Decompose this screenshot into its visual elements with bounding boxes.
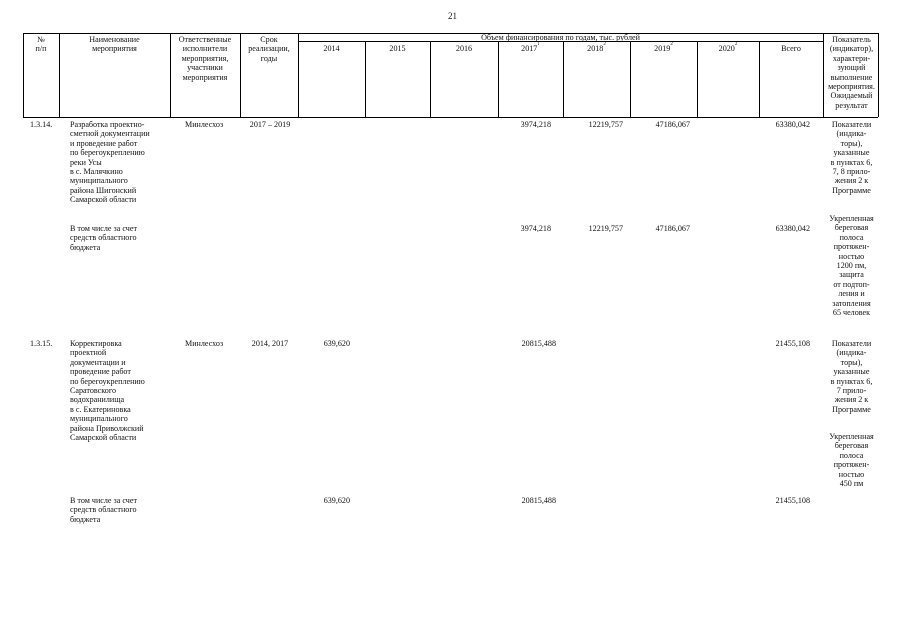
header-year-2014: 2014 <box>323 44 340 53</box>
row-1-3-14-2019: 47186,067 <box>655 120 690 129</box>
header-year-2020: 2020$^2$ <box>718 42 738 53</box>
row-1-3-14-sub-2017: 3974,218 <box>520 224 551 233</box>
row-1-3-15-2014: 639,620 <box>323 339 350 348</box>
row-1-3-15-result: Укрепленная береговая полоса протяжен- ностью 450 пм <box>829 432 874 489</box>
row-1-3-14-sub-2019: 47186,067 <box>655 224 690 233</box>
row-1-3-14-result: Укрепленная береговая полоса протяжен- ностью 1200 пм, защита от подтоп- ления и затопления 65 человек <box>829 214 874 318</box>
row-1-3-15-2017: 20815,488 <box>521 339 556 348</box>
header-funding: Объем финансирования по годам, тыс. рублей <box>481 33 640 42</box>
header-num: № п/п <box>35 35 47 54</box>
row-1-3-14-2017: 3974,218 <box>520 120 551 129</box>
row-1-3-14-num: 1.3.14. <box>30 120 53 129</box>
header-executors: Ответственные исполнители мероприятия, участники мероприятия <box>178 35 232 82</box>
row-1-3-14-sub-total: 63380,042 <box>775 224 810 233</box>
header-year-2019: 2019$^2$ <box>654 42 673 53</box>
row-1-3-15-indicator: Показатели (индика- торы), указанные в пунктах 6, 7 прило- жения 2 к Программе <box>830 339 873 414</box>
header-term: Срок реализации, годы <box>248 35 290 63</box>
row-1-3-14-sub-label: В том числе за счет средств областного бюджета <box>70 224 137 252</box>
row-1-3-14-indicator: Показатели (индика- торы), указанные в пунктах 6, 7, 8 прило- жения 2 к Программе <box>830 120 873 195</box>
header-indicator: Показатель (индикатор), характери- зующий выполнение мероприятия. Ожидаемый результат <box>828 35 875 110</box>
row-1-3-14-total: 63380,042 <box>775 120 810 129</box>
row-1-3-15-sub-2014: 639,620 <box>323 496 350 505</box>
header-total: Всего <box>781 44 801 53</box>
header-year-2015: 2015 <box>389 44 406 53</box>
row-1-3-15-total: 21455,108 <box>775 339 810 348</box>
row-1-3-15-sub-total: 21455,108 <box>775 496 810 505</box>
row-1-3-15-name: Корректировка проектной документации и проведение работ по берегоукреплению Саратовского водохранилища в с. Екатериновка муниципального района Приволжский Самарской области <box>70 339 145 443</box>
header-year-2018: 2018$^2$ <box>587 42 606 53</box>
row-1-3-14-sub-2018: 12219,757 <box>588 224 623 233</box>
header-year-2016: 2016 <box>455 44 473 53</box>
row-1-3-14-name: Разработка проектно- сметной документации и проведение работ по берегоукреплению реки Усы в с. Малячкино муниципального района Шигонский Самарской области <box>70 120 150 205</box>
row-1-3-14-executor: Минлесхоз <box>185 120 224 129</box>
row-1-3-15-sub-label: В том числе за счет средств областного бюджета <box>70 496 137 524</box>
row-1-3-15-num: 1.3.15. <box>30 339 53 348</box>
row-1-3-15-executor: Минлесхоз <box>185 339 224 348</box>
row-1-3-14-term: 2017 – 2019 <box>249 120 291 129</box>
page-number: 21 <box>448 11 457 21</box>
row-1-3-15-term: 2014, 2017 <box>251 339 289 348</box>
header-year-2017: 2017$^1$ <box>521 42 540 53</box>
header-name: Наименование мероприятия <box>89 35 140 54</box>
row-1-3-15-sub-2017: 20815,488 <box>521 496 556 505</box>
row-1-3-14-2018: 12219,757 <box>588 120 623 129</box>
